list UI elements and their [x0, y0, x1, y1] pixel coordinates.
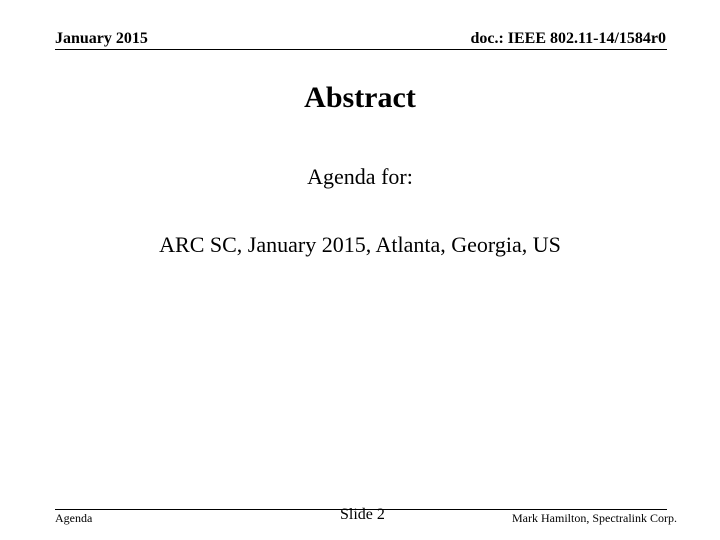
- footer-author: Mark Hamilton, Spectralink Corp.: [512, 511, 677, 525]
- footer-left: Agenda: [55, 511, 93, 525]
- header-doc-id: doc.: IEEE 802.11-14/1584r0: [470, 30, 666, 47]
- slide-title: Abstract: [304, 81, 416, 114]
- body-meeting-info: ARC SC, January 2015, Atlanta, Georgia, US: [159, 232, 561, 257]
- header-divider: [55, 49, 667, 50]
- header-date: January 2015: [55, 30, 148, 47]
- body-agenda-label: Agenda for:: [307, 164, 413, 189]
- footer-slide-number: Slide 2: [340, 506, 385, 523]
